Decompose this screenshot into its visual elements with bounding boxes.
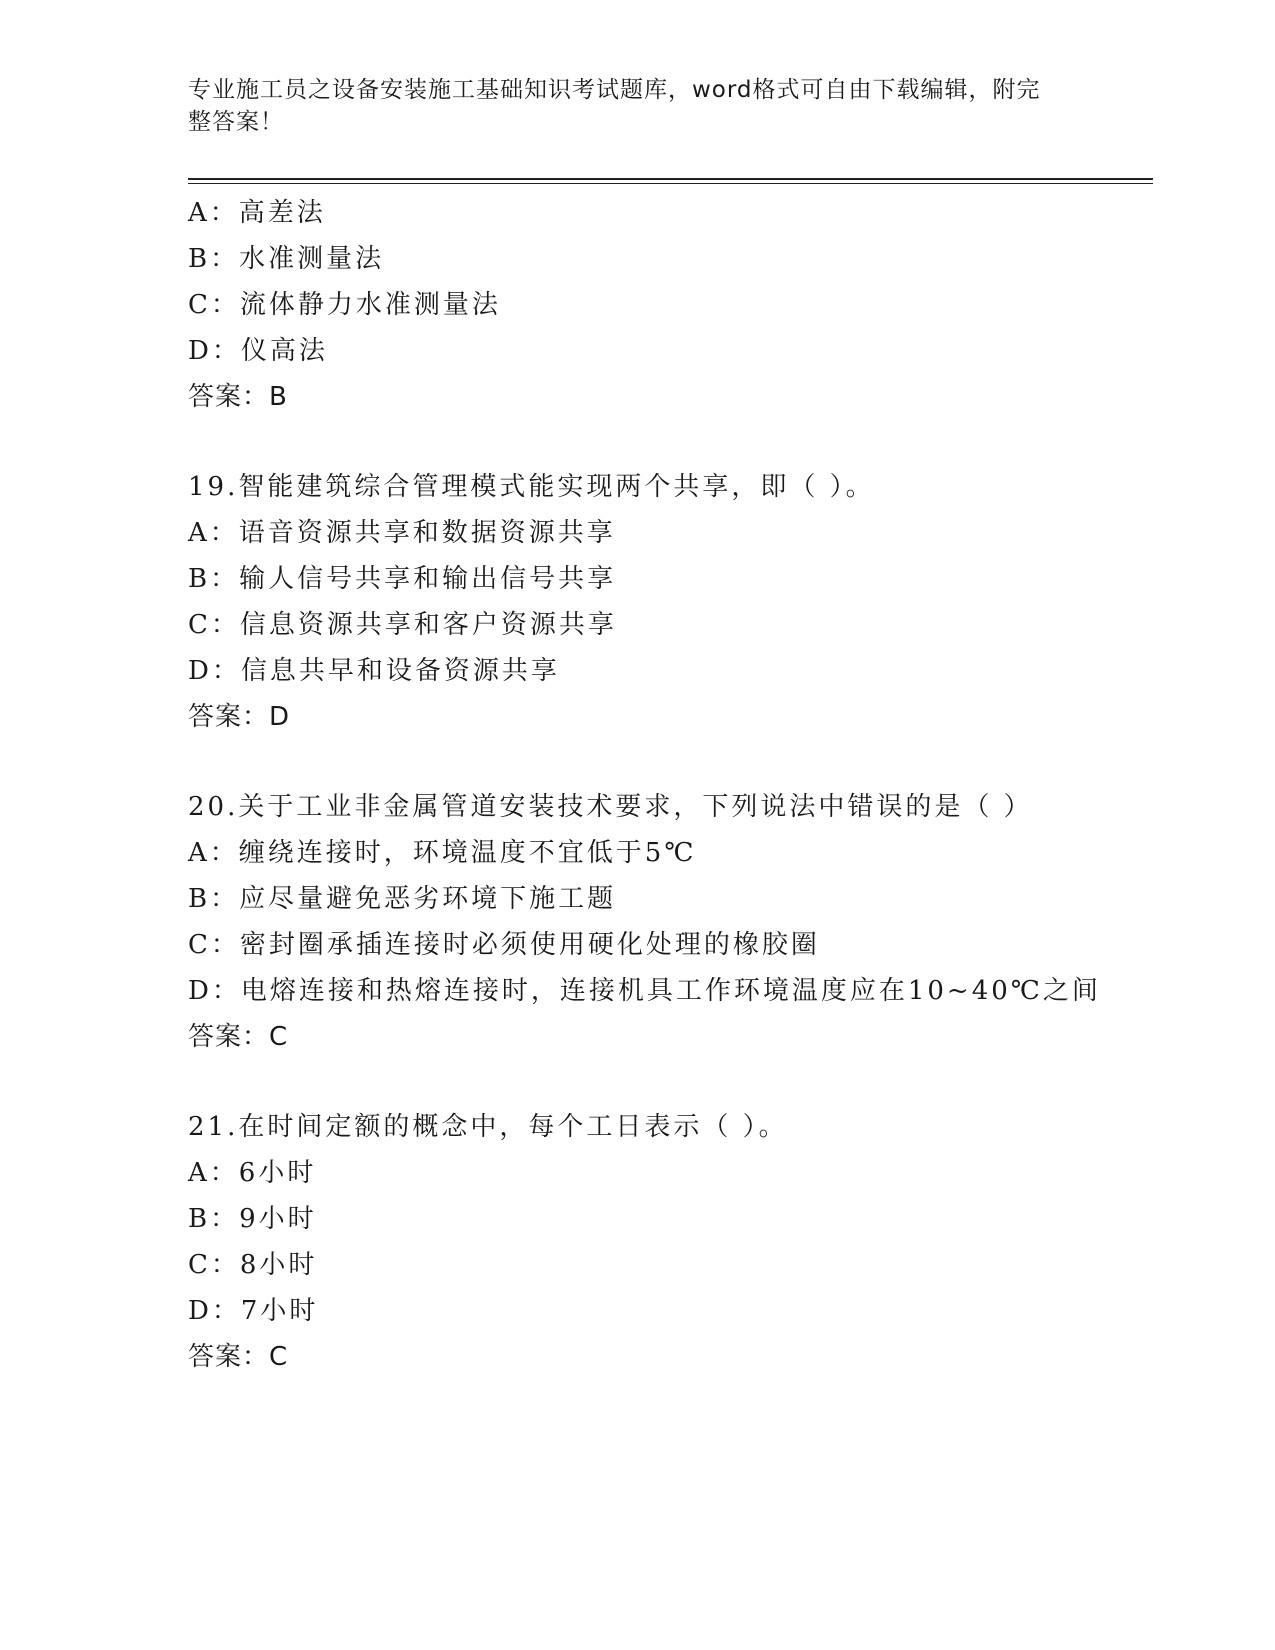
option-b: B：9小时 (188, 1204, 317, 1234)
option-d: D：信息共早和设备资源共享 (188, 656, 560, 686)
document-header (188, 74, 1068, 138)
question-text: 19.智能建筑综合管理模式能实现两个共享，即（ ）。 (188, 472, 875, 502)
option-a: A：缠绕连接时，环境温度不宜低于5℃ (188, 838, 697, 868)
option-b: B：水准测量法 (188, 244, 385, 274)
spacer (188, 1060, 1148, 1104)
option-d: D：电熔连接和热熔连接时，连接机具工作环境温度应在10~40℃之间 (188, 976, 1101, 1006)
answer-line: 答案：B (188, 382, 288, 412)
question-list (188, 190, 1148, 1380)
spacer (188, 420, 1148, 464)
option-c: C：密封圈承插连接时必须使用硬化处理的橡胶圈 (188, 930, 820, 960)
option-a: A：高差法 (188, 198, 326, 228)
question-21-block (188, 1104, 1148, 1380)
question-18-block (188, 190, 1148, 420)
option-c: C：信息资源共享和客户资源共享 (188, 610, 617, 640)
option-b: B：输人信号共享和输出信号共享 (188, 564, 617, 594)
option-a: A：语音资源共享和数据资源共享 (188, 518, 616, 548)
option-b: B：应尽量避免恶劣环境下施工题 (188, 884, 617, 914)
header-line-1: 专业施工员之设备安装施工基础知识考试题库，word格式可自由下载编辑，附完 (188, 77, 1041, 103)
question-text: 20.关于工业非金属管道安装技术要求，下列说法中错误的是（ ） (188, 792, 1033, 822)
option-d: D：7小时 (188, 1296, 319, 1326)
question-text: 21.在时间定额的概念中，每个工日表示（ ）。 (188, 1112, 788, 1142)
header-rule-thin (188, 183, 1153, 184)
spacer (188, 740, 1148, 784)
option-a: A：6小时 (188, 1158, 317, 1188)
option-d: D：仪高法 (188, 336, 328, 366)
answer-line: 答案：D (188, 702, 291, 732)
question-20-block (188, 784, 1148, 1060)
header-rule-thick (188, 178, 1153, 180)
question-19-block (188, 464, 1148, 740)
header-line-2: 整答案！ (188, 109, 284, 135)
option-c: C：8小时 (188, 1250, 318, 1280)
answer-line: 答案：C (188, 1022, 289, 1052)
option-c: C：流体静力水准测量法 (188, 290, 501, 320)
answer-line: 答案：C (188, 1342, 289, 1372)
